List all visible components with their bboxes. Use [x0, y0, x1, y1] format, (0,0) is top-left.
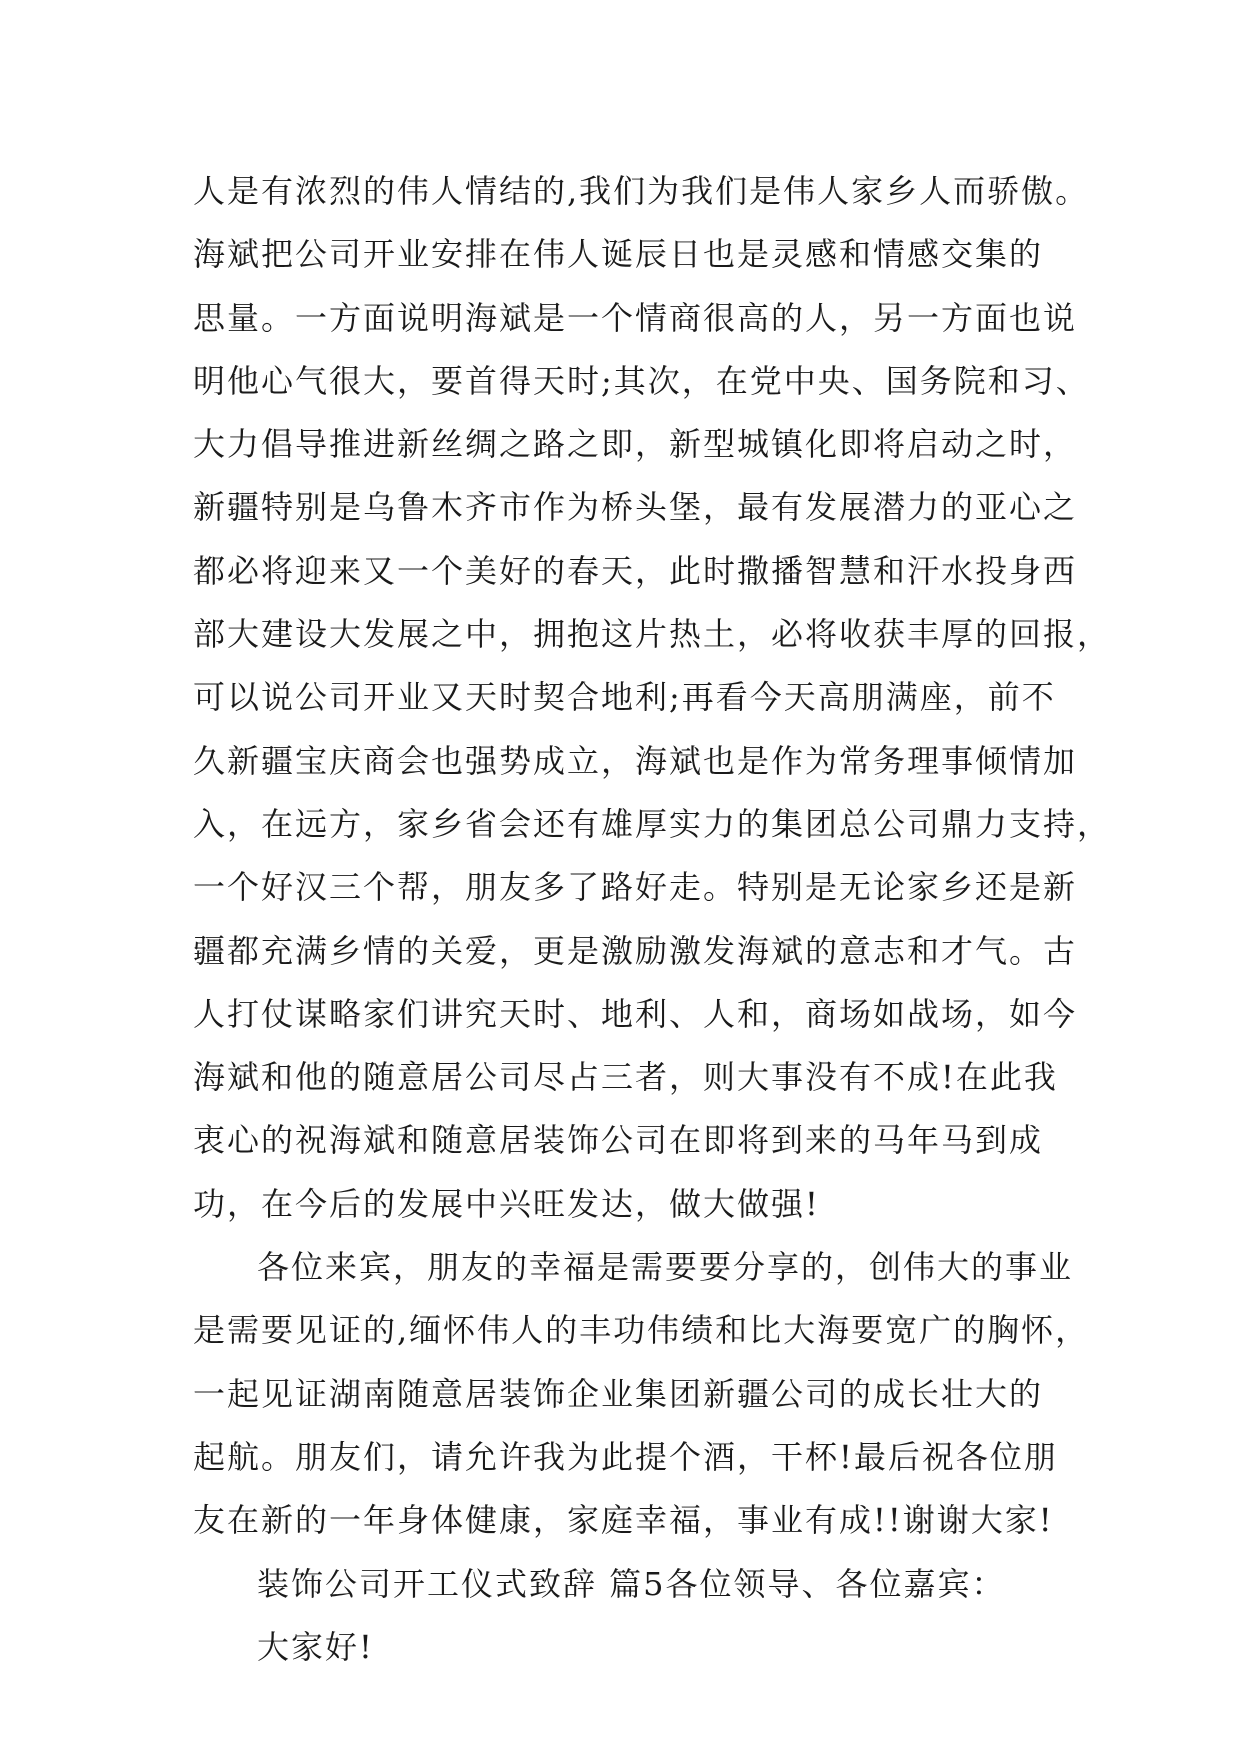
text-line: 疆都充满乡情的关爱，更是激励激发海斌的意志和才气。古 [193, 931, 1078, 970]
text-line: 海斌和他的随意居公司尽占三者，则大事没有不成!在此我 [193, 1058, 1058, 1097]
text-line: 海斌把公司开业安排在伟人诞辰日也是灵感和情感交集的 [193, 235, 1044, 274]
text-line: 人是有浓烈的伟人情结的,我们为我们是伟人家乡人而骄傲。 [193, 172, 1090, 210]
paragraph-first-line: 各位来宾，朋友的幸福是需要要分享的，创伟大的事业 [257, 1248, 1074, 1287]
text-line: 新疆特别是乌鲁木齐市作为桥头堡，最有发展潜力的亚心之 [193, 488, 1078, 527]
text-line: 大力倡导推进新丝绸之路之即，新型城镇化即将启动之时， [193, 425, 1078, 464]
text-line: 久新疆宝庆商会也强势成立，海斌也是作为常务理事倾情加 [193, 741, 1078, 780]
text-line: 都必将迎来又一个美好的春天，此时撒播智慧和汗水投身西 [193, 551, 1078, 590]
text-line: 友在新的一年身体健康，家庭幸福，事业有成!!谢谢大家! [193, 1501, 1054, 1540]
greeting-line: 大家好! [257, 1627, 374, 1666]
text-line: 思量。一方面说明海斌是一个情商很高的人，另一方面也说 [193, 298, 1078, 337]
text-line: 人打仗谋略家们讲究天时、地利、人和，商场如战场，如今 [193, 994, 1078, 1033]
text-line: 一起见证湖南随意居装饰企业集团新疆公司的成长壮大的 [193, 1374, 1044, 1413]
text-line: 一个好汉三个帮，朋友多了路好走。特别是无论家乡还是新 [193, 868, 1078, 907]
document-body [193, 160, 1112, 1679]
text-line: 部大建设大发展之中，拥抱这片热土，必将收获丰厚的回报， [193, 615, 1112, 654]
section-heading-line: 装饰公司开工仪式致辞 篇5各位领导、各位嘉宾： [257, 1564, 1006, 1603]
text-line: 衷心的祝海斌和随意居装饰公司在即将到来的马年马到成 [193, 1121, 1044, 1160]
text-line: 入，在远方，家乡省会还有雄厚实力的集团总公司鼎力支持， [193, 804, 1112, 843]
text-line: 明他心气很大，要首得天时;其次，在党中央、国务院和习、 [193, 361, 1090, 400]
text-line: 是需要见证的,缅怀伟人的丰功伟绩和比大海要宽广的胸怀， [193, 1311, 1090, 1350]
text-line: 起航。朋友们，请允许我为此提个酒，干杯!最后祝各位朋 [193, 1437, 1058, 1476]
text-line: 功，在今后的发展中兴旺发达，做大做强! [193, 1184, 820, 1223]
text-line: 可以说公司开业又天时契合地利;再看今天高朋满座，前不 [193, 678, 1056, 717]
